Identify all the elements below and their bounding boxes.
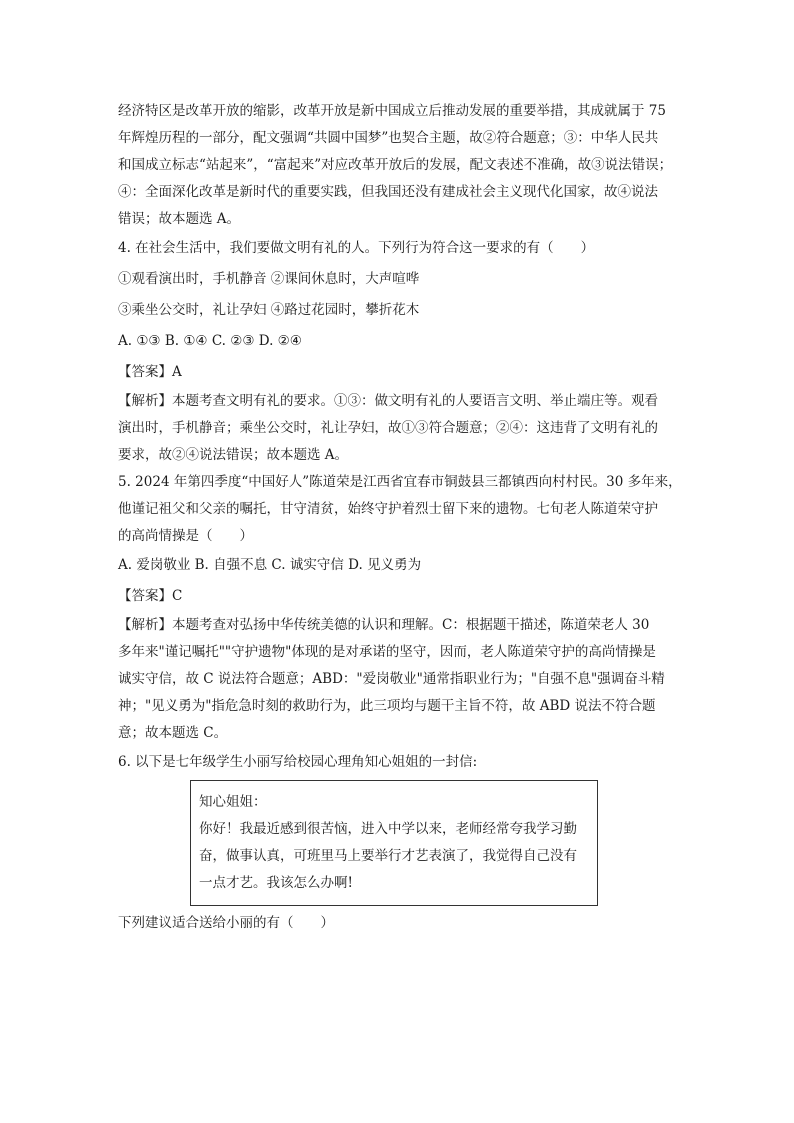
previous-question-analysis-tail [118,98,690,233]
question-5-options [118,550,690,612]
question-options: A. 爱岗敬业 B. 自强不息 C. 诚实守信 D. 见义勇为 [118,557,422,573]
text-line: 和国成立标志“站起来”，“富起来”对应改革开放后的发展，配文表述不准确，故③说法错误； [118,157,673,173]
question-options: A. ①③ B. ①④ C. ②③ D. ②④ [118,333,302,349]
answer-label: 【答案】C [118,588,183,604]
text-line: 诚实守信，故 C 说法符合题意；ABD："爱岗敬业"通常指职业行为；"自强不息"强调奋斗精 [118,671,665,687]
question-4-analysis [118,388,690,469]
text-line: 年辉煌历程的一部分，配文强调“共圆中国梦”也契合主题，故②符合题意；③：中华人民共 [118,130,659,146]
question-5 [118,469,690,550]
question-stem: 5. 2024 年第四季度“中国好人”陈道荣是江西省宜春市铜鼓县三都镇西向村村民。30 多年来， [118,474,682,490]
letter-line: 奋，做事认真，可班里马上要举行才艺表演了，我觉得自己没有 [199,848,577,864]
document-body [118,98,690,939]
question-stem: 的高尚情操是（ ） [118,528,253,544]
question-6 [118,747,690,778]
letter-line: 一点才艺。我该怎么办啊! [199,875,353,891]
question-stem: 6. 以下是七年级学生小丽写给校园心理角知心姐姐的一封信: [118,754,478,770]
text-line: 【解析】本题考查对弘扬中华传统美德的认识和理解。C：根据题干描述，陈道荣老人 30 [118,617,650,633]
letter-line: 你好！我最近感到很苦恼，进入中学以来，老师经常夸我学习勤 [199,821,577,837]
text-line: 多年来"谨记嘱托""守护遗物"体现的是对承诺的坚守，因而，老人陈道荣守护的高尚情操是 [118,644,656,660]
question-items: ①观看演出时，手机静音 ②课间休息时，大声喧哗 [118,271,420,287]
text-line: 意；故本题选 C。 [118,725,228,741]
text-line: 演出时，手机静音；乘坐公交时，礼让孕妇，故①③符合题意；②④：这违背了文明有礼的 [118,420,658,436]
letter-box [190,780,598,906]
text-line: 经济特区是改革开放的缩影，改革开放是新中国成立后推动发展的重要举措，其成就属于 75 [118,103,666,119]
question-stem: 4. 在社会生活中，我们要做文明有礼的人。下列行为符合这一要求的有（ ） [118,240,595,256]
question-stem: 他谨记祖父和父亲的嘱托，甘守清贫，始终守护着烈士留下来的遗物。七旬老人陈道荣守护 [118,501,658,517]
question-5-analysis [118,612,690,747]
question-stem: 下列建议适合送给小丽的有（ ） [118,915,334,931]
question-4 [118,233,690,388]
question-items: ③乘坐公交时，礼让孕妇 ④路过花园时，攀折花木 [118,302,420,318]
question-6-follow [118,908,690,939]
text-line: ④：全面深化改革是新时代的重要实践，但我国还没有建成社会主义现代化国家，故④说法 [118,184,658,200]
letter-line: 知心姐姐： [199,794,267,810]
text-line: 错误；故本题选 A。 [118,211,241,227]
text-line: 神；"见义勇为"指危急时刻的救助行为，此三项均与题干主旨不符，故 ABD 说法不符合题 [118,698,656,714]
text-line: 要求，故②④说法错误；故本题选 A。 [118,447,349,463]
text-line: 【解析】本题考查文明有礼的要求。①③：做文明有礼的人要语言文明、举止端庄等。观看 [118,393,658,409]
answer-label: 【答案】A [118,364,182,380]
